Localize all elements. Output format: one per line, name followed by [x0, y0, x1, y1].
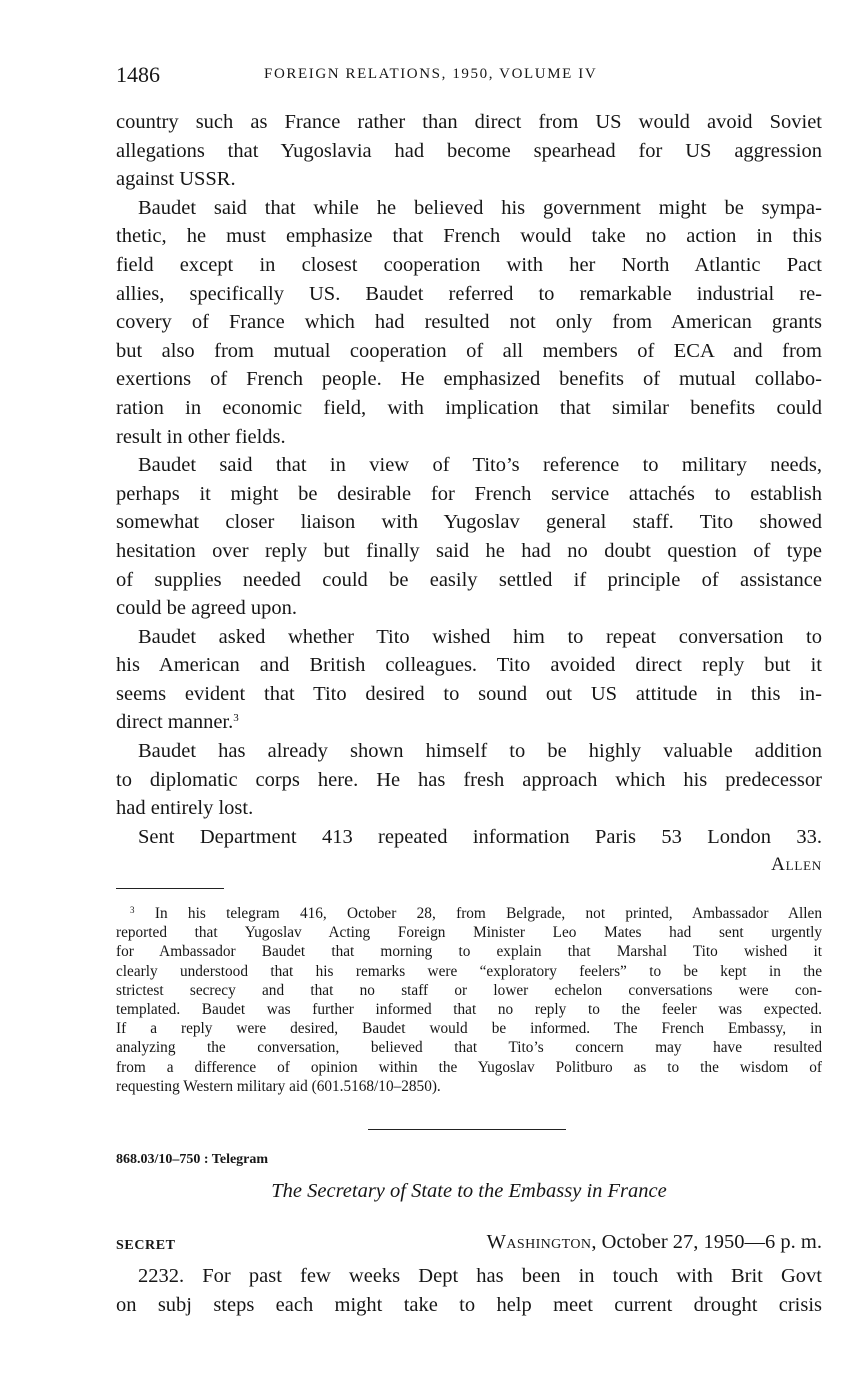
paragraph-line: allies, specifically US. Baudet referred to remarkable industrial re- — [116, 282, 822, 305]
paragraph-line: allegations that Yugoslavia had become spearhead for US aggression — [116, 139, 822, 162]
footnote-line: analyzing the conversation, believed that Tito’s concern may have resulted — [116, 1039, 822, 1057]
footnote-reference: 3 — [233, 712, 239, 725]
paragraph-line: to diplomatic corps here. He has fresh approach which his predecessor — [116, 768, 822, 791]
document-title: The Secretary of State to the Embassy in France — [271, 1180, 667, 1202]
paragraph-line: Sent Department 413 repeated information Paris 53 London 33. — [138, 825, 822, 848]
dateline-date: , October 27, 1950—6 p. m. — [591, 1231, 822, 1253]
paragraph-line: Baudet has already shown himself to be highly valuable addition — [138, 740, 822, 763]
paragraph-line: somewhat closer liaison with Yugoslav general staff. Tito showed — [116, 511, 822, 534]
paragraph-line — [116, 708, 822, 737]
footnote-line: If a reply were desired, Baudet would be informed. The French Embassy, in — [116, 1020, 822, 1038]
paragraph-text: direct manner. — [116, 711, 234, 734]
footnote-line: from a difference of opinion within the Yugoslav Politburo as to the wisdom of — [116, 1058, 822, 1076]
section-divider — [368, 1129, 566, 1130]
footnote-line: clearly understood that his remarks were “exploratory feelers” to be kept in the — [116, 962, 822, 980]
footnote-line: reported that Yugoslav Acting Foreign Minister Leo Mates had sent urgently — [116, 924, 822, 942]
paragraph-line: could be agreed upon. — [116, 597, 298, 620]
telegram-body — [116, 1262, 822, 1319]
dateline-place: Washington — [486, 1231, 592, 1253]
paragraph-line: ration in economic field, with implication that similar benefits could — [116, 396, 822, 419]
footnote-line: for Ambassador Baudet that morning to explain that Marshal Tito wished it — [116, 943, 822, 961]
paragraph-line: of supplies needed could be easily settled if principle of assistance — [116, 568, 822, 591]
paragraph-line: 2232. For past few weeks Dept has been in touch with Brit Govt — [138, 1265, 822, 1287]
paragraph-line: result in other fields. — [116, 425, 286, 448]
page-header — [116, 62, 822, 92]
paragraph-line: country such as France rather than direct from US would avoid Soviet — [116, 111, 822, 133]
paragraph-line: on subj steps each might take to help meet current drought crisis — [116, 1293, 822, 1316]
paragraph-line: Baudet said that while he believed his government might be sympa- — [138, 196, 822, 219]
paragraph-line: his American and British colleagues. Tito avoided direct reply but it — [116, 654, 822, 677]
paragraph-line: but also from mutual cooperation of all members of ECA and from — [116, 339, 822, 362]
paragraph-line: perhaps it might be desirable for French service attachés to establish — [116, 482, 822, 505]
footnote-text: In his telegram 416, October 28, from Belgrade, not printed, Ambassador Allen — [154, 905, 822, 922]
footnote — [116, 904, 822, 1096]
paragraph-line: seems evident that Tito desired to sound out US attitude in this in- — [116, 682, 822, 705]
paragraph-line: thetic, he must emphasize that French would take no action in this — [116, 225, 822, 248]
footnote-line: strictest secrecy and that no staff or lower echelon conversations were con- — [116, 981, 822, 999]
footnote-line — [116, 904, 822, 923]
running-head: FOREIGN RELATIONS, 1950, VOLUME IV — [264, 66, 598, 82]
paragraph-line: covery of France which had resulted not only from American grants — [116, 311, 822, 334]
dateline — [487, 1231, 822, 1254]
paragraph-line: Baudet asked whether Tito wished him to repeat conversation to — [138, 625, 822, 648]
footnote-divider — [116, 888, 224, 889]
paragraph-line: against USSR. — [116, 168, 236, 191]
paragraph-line: hesitation over reply but finally said he had no doubt question of type — [116, 539, 822, 562]
paragraph-line: had entirely lost. — [116, 797, 254, 820]
footnote-line: templated. Baudet was further informed that no reply to the feeler was expected. — [116, 1000, 822, 1018]
file-reference: 868.03/10–750 : Telegram — [116, 1152, 269, 1167]
paragraph-line: field except in closest cooperation with her North Atlantic Pact — [116, 253, 822, 276]
page-number: 1486 — [116, 62, 160, 87]
paragraph-line: exertions of French people. He emphasized benefits of mutual collabo- — [116, 368, 822, 391]
footnote-marker: 3 — [130, 905, 135, 915]
telegram-body-continued — [116, 108, 822, 880]
paragraph-line: Baudet said that in view of Tito’s reference to military needs, — [138, 454, 822, 477]
signature: Allen — [771, 854, 822, 876]
footnote-line: requesting Western military aid (601.5168/10–2850). — [116, 1077, 441, 1095]
classification-label: SECRET — [116, 1238, 176, 1253]
